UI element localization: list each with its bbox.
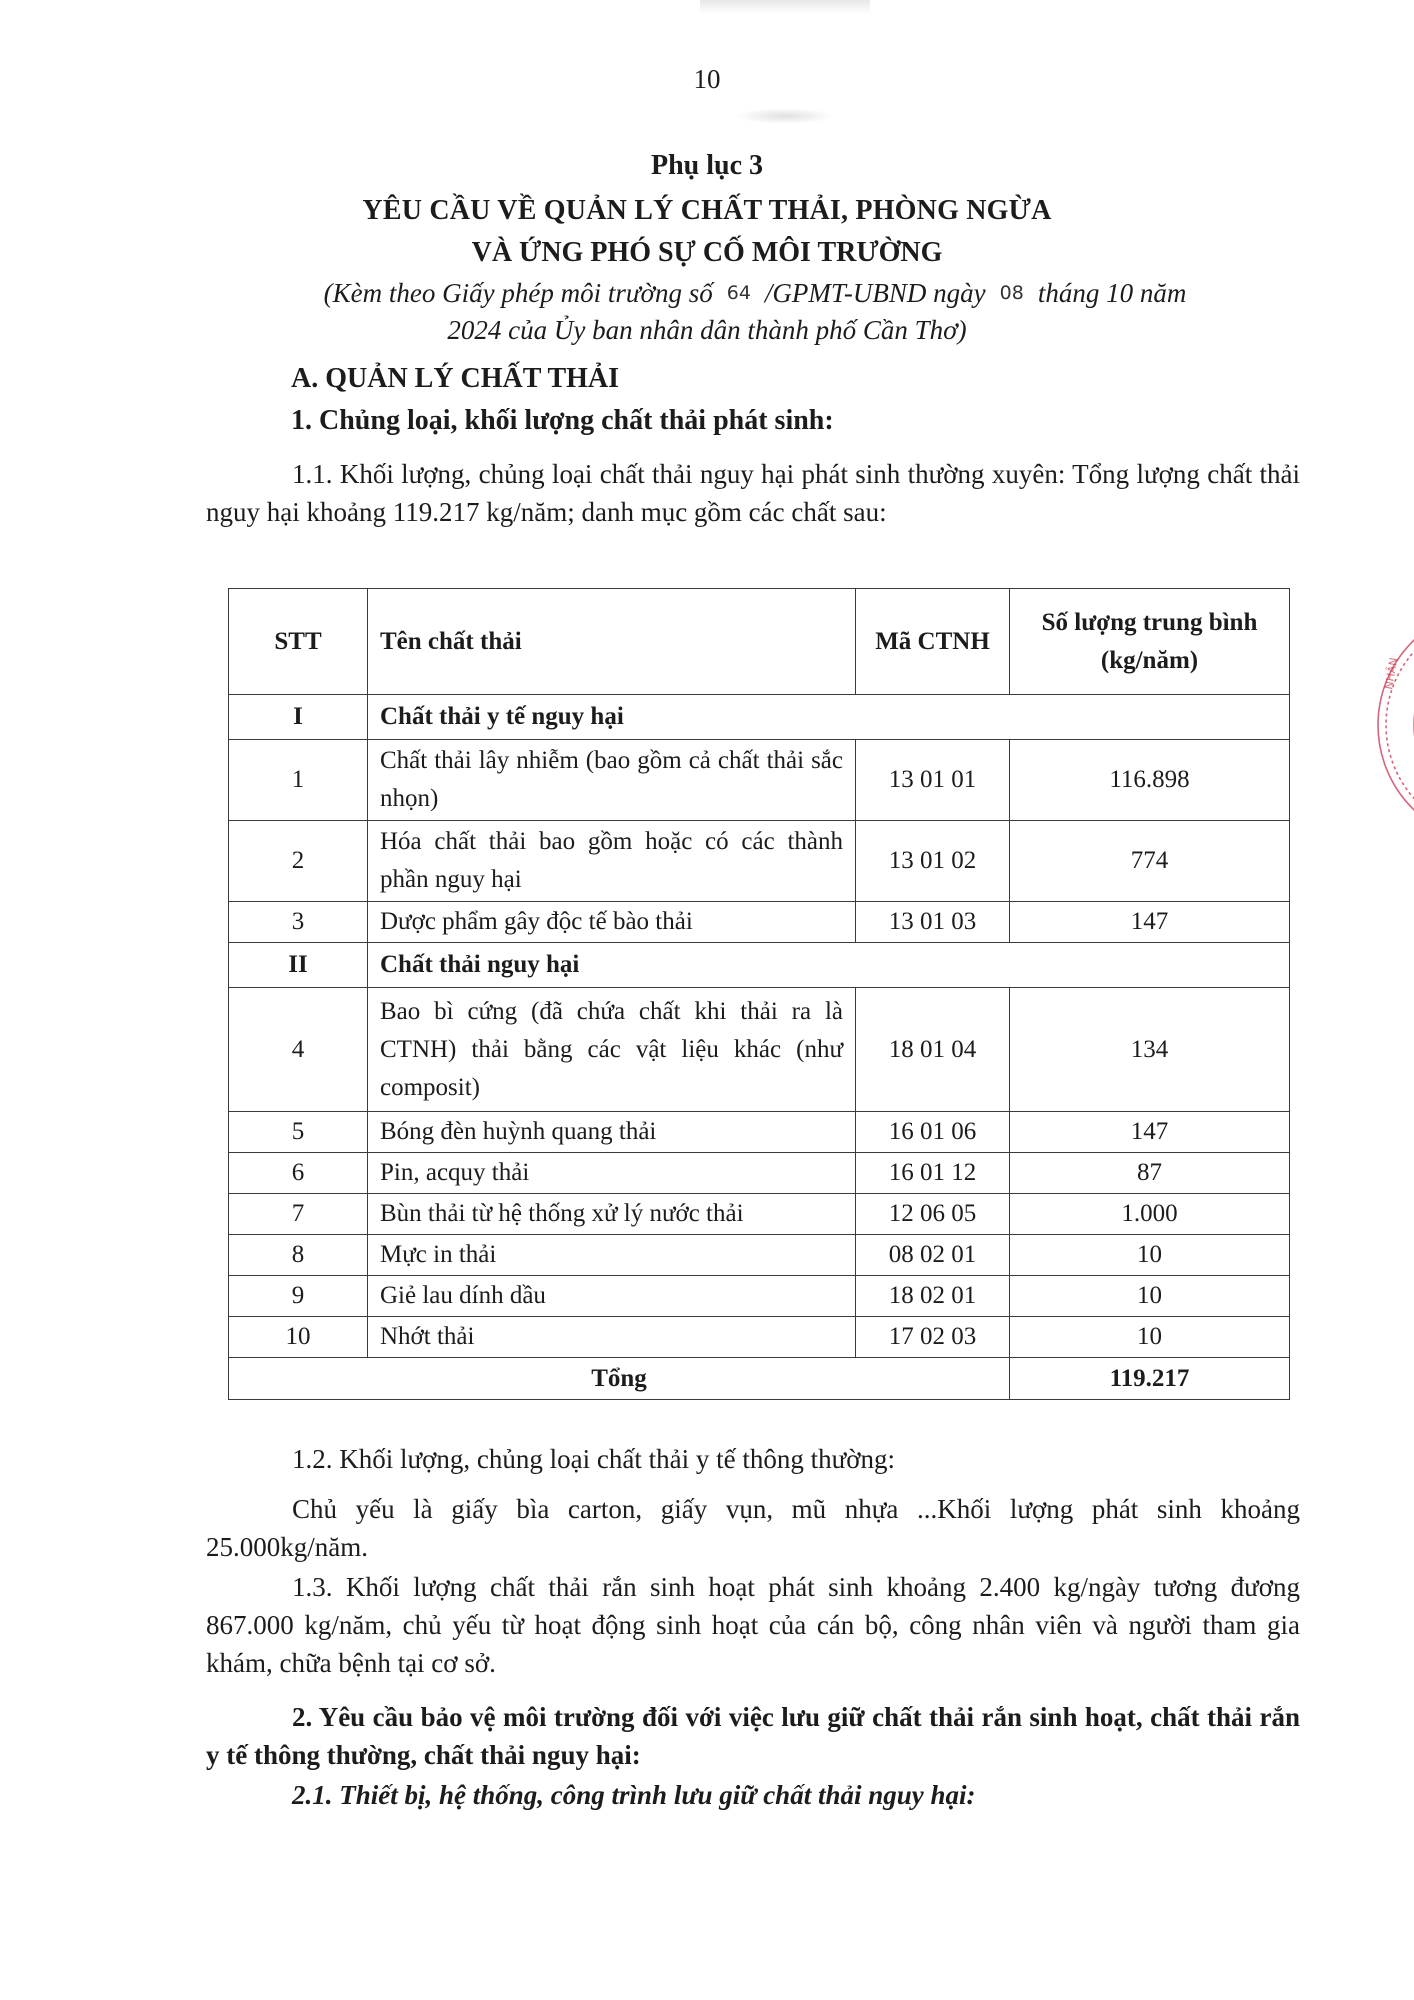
cell-waste-code: 08 02 01 [856, 1235, 1010, 1276]
document-title-line-1: YÊU CẦU VỀ QUẢN LÝ CHẤT THẢI, PHÒNG NGỪA [362, 195, 1052, 226]
cell-stt: 4 [229, 988, 368, 1112]
table-row [229, 988, 1290, 1112]
cell-waste-name: Chất thải lây nhiễm (bao gồm cả chất thải sắc nhọn) [368, 740, 856, 821]
section-heading-1: 1. Chủng loại, khối lượng chất thải phát sinh: [291, 405, 834, 436]
table-row [229, 902, 1290, 943]
seal-text: NHÂN [1382, 656, 1401, 691]
cell-waste-name: Bao bì cứng (đã chứa chất khi thải ra là CTNH) thải bằng các vật liệu khác (như composit) [368, 988, 856, 1112]
cell-stt: 8 [229, 1235, 368, 1276]
attachment-note-line-1 [210, 278, 1300, 309]
paragraph-1-3-text: 1.3. Khối lượng chất thải rắn sinh hoạt phát sinh khoảng 2.400 kg/ngày tương đương 867.000 kg/năm, chủ yếu từ hoạt động sinh hoạt của cán bộ, công nhân viên và người tham gia khám, chữa bệnh tại cơ sở. [206, 1572, 1300, 1678]
cell-waste-code: 13 01 03 [856, 902, 1010, 943]
table-row [229, 821, 1290, 902]
table-group-row [229, 943, 1290, 988]
cell-waste-code: 16 01 06 [856, 1112, 1010, 1153]
official-seal-stamp [1366, 600, 1414, 850]
cell-quantity: 10 [1010, 1317, 1290, 1358]
appendix-label: Phụ lục 3 [650, 150, 764, 181]
cell-waste-name: Pin, acquy thải [368, 1153, 856, 1194]
cell-waste-name: Bóng đèn huỳnh quang thải [368, 1112, 856, 1153]
document-title-line-2: VÀ ỨNG PHÓ SỰ CỐ MÔI TRƯỜNG [471, 237, 943, 268]
cell-waste-name: Hóa chất thải bao gồm hoặc có các thành phần nguy hại [368, 821, 856, 902]
table-row [229, 1194, 1290, 1235]
table-total-row [229, 1358, 1290, 1400]
group-numeral: I [229, 695, 368, 740]
cell-waste-code: 12 06 05 [856, 1194, 1010, 1235]
section-heading-2 [206, 1698, 1300, 1774]
table-row [229, 1276, 1290, 1317]
cell-waste-code: 18 02 01 [856, 1276, 1010, 1317]
cell-quantity: 1.000 [1010, 1194, 1290, 1235]
cell-stt: 5 [229, 1112, 368, 1153]
cell-quantity: 10 [1010, 1235, 1290, 1276]
cell-quantity: 10 [1010, 1276, 1290, 1317]
cell-waste-name: Nhớt thải [368, 1317, 856, 1358]
cell-waste-code: 13 01 01 [856, 740, 1010, 821]
page-number: 10 [693, 64, 721, 94]
table-row [229, 1112, 1290, 1153]
section-heading-a: A. QUẢN LÝ CHẤT THẢI [291, 363, 620, 394]
cell-quantity: 116.898 [1010, 740, 1290, 821]
table-row [229, 740, 1290, 821]
paragraph-1-2-text: 1.2. Khối lượng, chủng loại chất thải y tế thông thường: [292, 1444, 895, 1474]
header-quantity: Số lượng trung bình (kg/năm) [1010, 589, 1290, 695]
group-numeral: II [229, 943, 368, 988]
header-waste-name: Tên chất thải [368, 589, 856, 695]
section-heading-2-text: 2. Yêu cầu bảo vệ môi trường đối với việc lưu giữ chất thải rắn sinh hoạt, chất thải rắn y tế thông thường, chất thải nguy hại: [206, 1702, 1300, 1770]
table-row [229, 1317, 1290, 1358]
scan-artifact [700, 0, 870, 14]
paragraph-1-2 [206, 1440, 1300, 1478]
cell-waste-code: 16 01 12 [856, 1153, 1010, 1194]
cell-stt: 6 [229, 1153, 368, 1194]
attachment-note-text: /GPMT-UBND ngày [764, 278, 986, 308]
seal-icon [1366, 600, 1414, 850]
cell-quantity: 87 [1010, 1153, 1290, 1194]
group-title: Chất thải nguy hại [368, 943, 1290, 988]
paragraph-1-2-body-text: Chủ yếu là giấy bìa carton, giấy vụn, mũ nhựa ...Khối lượng phát sinh khoảng 25.000kg/năm. [206, 1494, 1300, 1562]
attachment-note-text: tháng 10 năm [1037, 278, 1187, 308]
cell-waste-code: 18 01 04 [856, 988, 1010, 1112]
cell-stt: 9 [229, 1276, 368, 1317]
cell-stt: 1 [229, 740, 368, 821]
cell-waste-code: 17 02 03 [856, 1317, 1010, 1358]
section-heading-2-1: 2.1. Thiết bị, hệ thống, công trình lưu giữ chất thải nguy hại: [292, 1780, 976, 1810]
cell-stt: 2 [229, 821, 368, 902]
table-header-row [229, 589, 1290, 695]
scan-artifact [735, 108, 835, 124]
total-label: Tổng [229, 1358, 1010, 1400]
table-row [229, 1235, 1290, 1276]
total-value: 119.217 [1010, 1358, 1290, 1400]
attachment-note-line-2: 2024 của Ủy ban nhân dân thành phố Cần Thơ) [447, 315, 967, 345]
paragraph-1-1-text: 1.1. Khối lượng, chủng loại chất thải nguy hại phát sinh thường xuyên: Tổng lượng chất thải nguy hại khoảng 119.217 kg/năm; danh mục gồm các chất sau: [206, 459, 1300, 527]
paragraph-1-1 [206, 455, 1300, 531]
table-row [229, 1153, 1290, 1194]
cell-waste-name: Giẻ lau dính dầu [368, 1276, 856, 1317]
permit-number: 64 [726, 282, 751, 304]
permit-day: 08 [999, 282, 1024, 304]
group-title: Chất thải y tế nguy hại [368, 695, 1290, 740]
cell-quantity: 774 [1010, 821, 1290, 902]
cell-waste-code: 13 01 02 [856, 821, 1010, 902]
cell-waste-name: Mực in thải [368, 1235, 856, 1276]
cell-stt: 10 [229, 1317, 368, 1358]
paragraph-1-2-body [206, 1490, 1300, 1566]
header-waste-code: Mã CTNH [856, 589, 1010, 695]
paragraph-1-3 [206, 1568, 1300, 1682]
cell-waste-name: Bùn thải từ hệ thống xử lý nước thải [368, 1194, 856, 1235]
cell-quantity: 134 [1010, 988, 1290, 1112]
cell-quantity: 147 [1010, 1112, 1290, 1153]
header-stt: STT [229, 589, 368, 695]
hazardous-waste-table [228, 588, 1290, 1400]
table-group-row [229, 695, 1290, 740]
cell-quantity: 147 [1010, 902, 1290, 943]
cell-waste-name: Dược phẩm gây độc tế bào thải [368, 902, 856, 943]
cell-stt: 7 [229, 1194, 368, 1235]
attachment-note-text: (Kèm theo Giấy phép môi trường số [323, 278, 713, 308]
cell-stt: 3 [229, 902, 368, 943]
